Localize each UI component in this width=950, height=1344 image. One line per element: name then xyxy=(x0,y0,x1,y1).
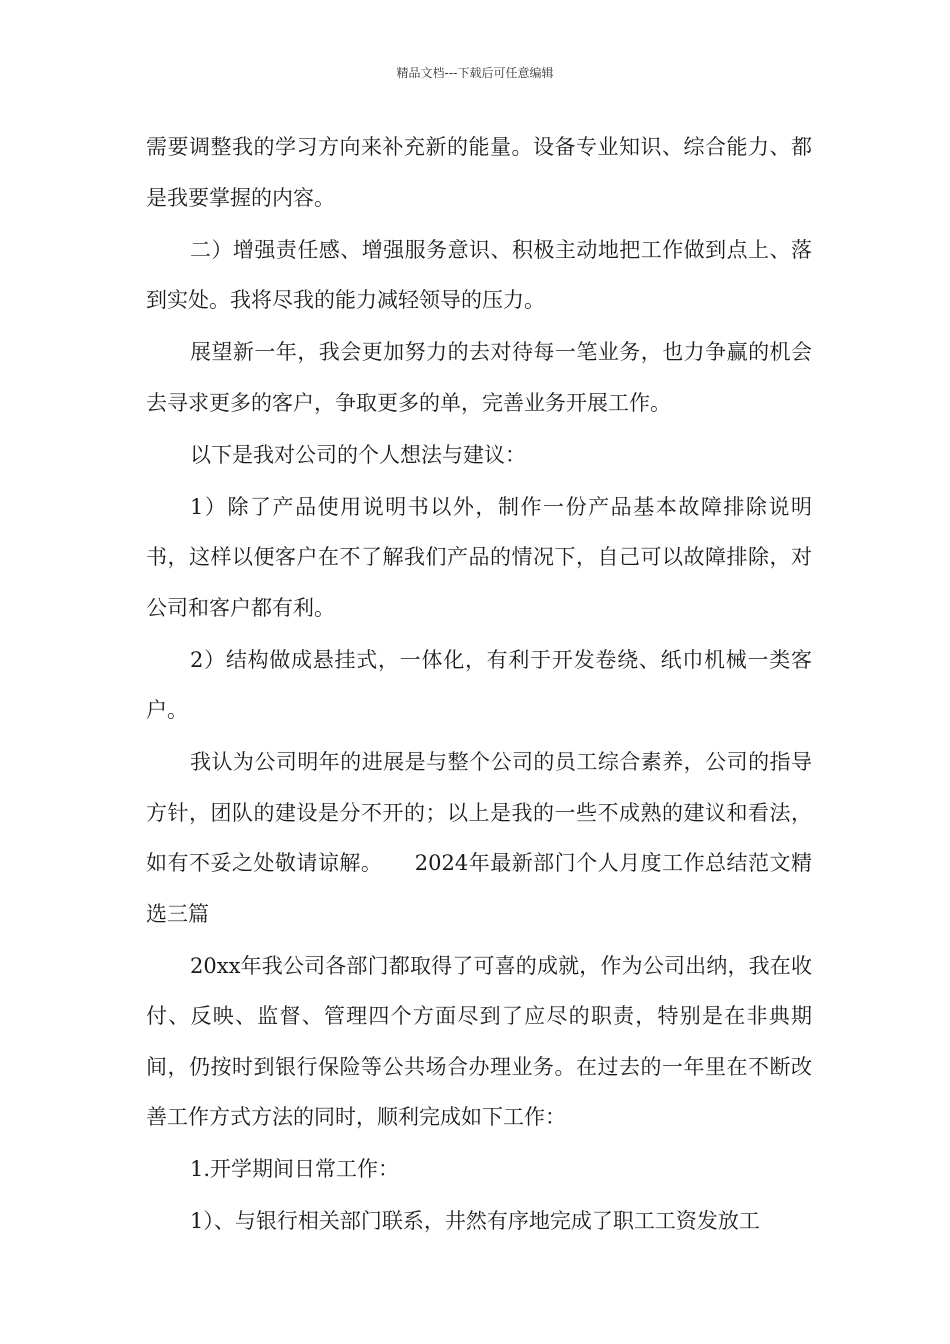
paragraph: 20xx年我公司各部门都取得了可喜的成就，作为公司出纳，我在收付、反映、监督、管理四个方面尽到了应尽的职责，特别是在非典期间，仍按时到银行保险等公共场合办理业务。在过去的一年里在不断改善工作方式方法的同时，顺利完成如下工作： xyxy=(146,953,812,1129)
page-header: 精品文档---下载后可任意编辑 xyxy=(396,66,554,80)
paragraph: 2）结构做成悬挂式，一体化，有利于开发卷绕、纸巾机械一类客户。 xyxy=(146,647,812,722)
paragraph: 以下是我对公司的个人想法与建议： xyxy=(190,442,526,467)
paragraph: 我认为公司明年的进展是与整个公司的员工综合素养，公司的指导方针，团队的建设是分不开的；以上是我的一些不成熟的建议和看法，如有不妥之处敬请谅解。 2024年最新部门个人月度工作总结范文精选三篇 xyxy=(146,750,812,926)
document-body xyxy=(146,122,812,1248)
paragraph: 1.开学期间日常工作： xyxy=(190,1157,400,1181)
paragraph: 二）增强责任感、增强服务意识、积极主动地把工作做到点上、落到实处。我将尽我的能力减轻领导的压力。 xyxy=(146,237,812,312)
paragraph: 1）、与银行相关部门联系，井然有序地完成了职工工资发放工 xyxy=(190,1209,760,1233)
paragraph: 1）除了产品使用说明书以外，制作一份产品基本故障排除说明书，这样以便客户在不了解我们产品的情况下，自己可以故障排除，对公司和客户都有利。 xyxy=(146,494,812,620)
paragraph: 展望新一年，我会更加努力的去对待每一笔业务，也力争赢的机会去寻求更多的客户，争取更多的单，完善业务开展工作。 xyxy=(146,340,812,415)
paragraph: 需要调整我的学习方向来补充新的能量。设备专业知识、综合能力、都是我要掌握的内容。 xyxy=(146,135,812,210)
